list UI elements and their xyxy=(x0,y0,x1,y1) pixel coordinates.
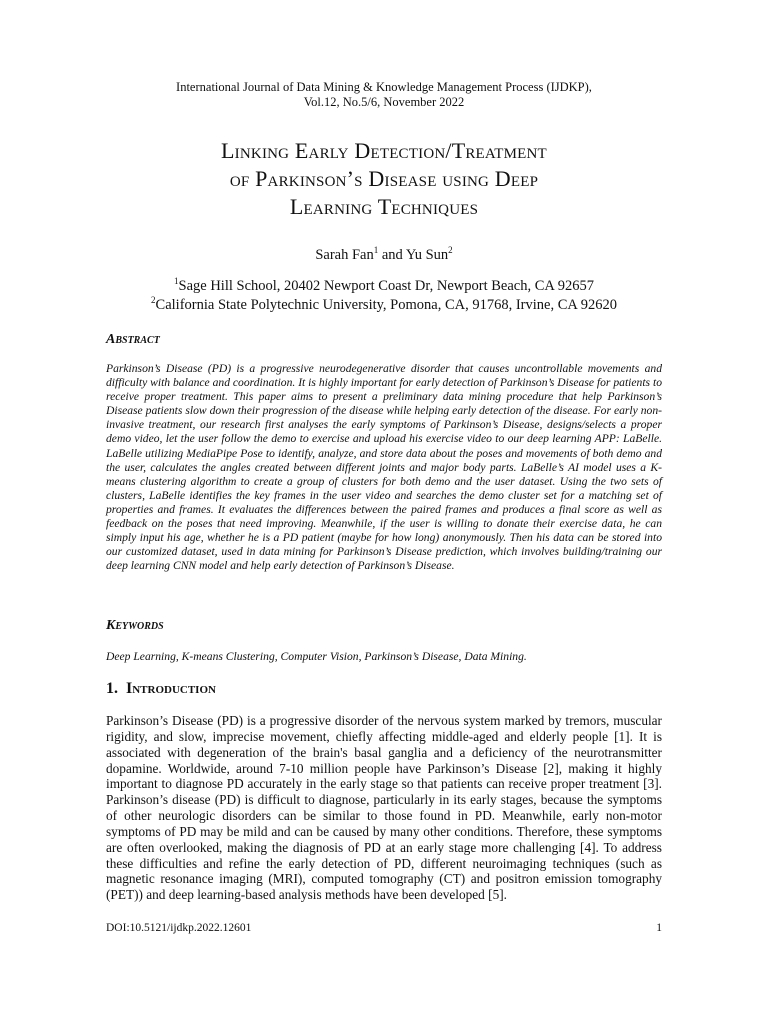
journal-name: International Journal of Data Mining & Knowledge Management Process (IJDKP), xyxy=(176,80,592,94)
author-conjunction: and xyxy=(378,247,406,263)
title-line-1: Linking Early Detection/Treatment xyxy=(221,138,547,163)
introduction-body: Parkinson’s Disease (PD) is a progressive disorder of the nervous system marked by tremors, muscular rigidity, and slow, imprecise movement, chiefly affecting middle-aged and elderly people [1]. It is associated with degeneration of the brain's basal ganglia and a deficiency of the neurotransmitter dopamine. Worldwide, around 7-10 million people have Parkinson’s Disease [2], making it highly important to diagnose PD accurately in the early stage so that patients can receive proper treatment [3]. Parkinson’s disease (PD) is difficult to diagnose, particularly in its early stages, because the symptoms of other neurologic disorders can be similar to those found in PD. Meanwhile, early non-motor symptoms of PD may be mild and can be caused by many other conditions. Therefore, these symptoms are often overlooked, making the diagnosis of PD at an early stage more challenging [4]. To address these difficulties and refine the early detection of PD, different neuroimaging techniques (such as magnetic resonance imaging (MRI), computed tomography (CT) and positron emission tomography (PET)) and deep learning-based analysis methods have been developed [5]. xyxy=(106,713,662,903)
section-number: 1. xyxy=(106,680,118,697)
introduction-heading xyxy=(106,680,216,698)
affiliation-mark: 2 xyxy=(151,295,156,306)
affiliation-text: California State Polytechnic University, Pomona, CA, 91768, Irvine, CA 92620 xyxy=(155,297,617,313)
author-list xyxy=(0,247,768,264)
abstract-heading: Abstract xyxy=(106,332,160,347)
affiliation-text: Sage Hill School, 20402 Newport Coast Dr, Newport Beach, CA 92657 xyxy=(178,278,594,294)
abstract-body: Parkinson’s Disease (PD) is a progressive neurodegenerative disorder that causes uncontrollable movements and difficulty with balance and coordination. It is highly important for early detection of Parkinson’s Disease for patients to receive proper treatment. This paper aims to present a preliminary data mining procedure that help Parkinson’s Disease patients slow down their progression of the disease while helping early detection of the disease. For early non-invasive treatment, our research first analyses the early symptoms of Parkinson’s Disease, designs/selects a proper demo video, let the user follow the demo to exercise and upload his exercise video to our deep learning APP: LaBelle. LaBelle utilizing MediaPipe Pose to identify, analyze, and store data about the poses and movements of both demo and the user, calculates the angles created between different joints and major body parts. LaBelle’s AI model uses a K-means clustering algorithm to create a group of clusters for both demo and the user dataset. Using the two sets of clusters, LaBelle identifies the key frames in the user video and searches the demo cluster set for a matching set of properties and frames. It evaluates the differences between the paired frames and produces a final score as well as feedback on the poses that need improving. Meanwhile, if the user is willing to donate their exercise data, he can simply input his age, whether he is a PD patient (maybe for how long) anonymously. Then his data can be stored into our customized dataset, used in data mining for Parkinson’s Disease prediction, which involves building/training our deep learning CNN model and help early detection of Parkinson’s Disease. xyxy=(106,362,662,573)
title-line-2: of Parkinson’s Disease using Deep xyxy=(229,166,539,191)
title-line-3: Learning Techniques xyxy=(289,194,479,219)
journal-volume: Vol.12, No.5/6, November 2022 xyxy=(303,95,465,109)
journal-header xyxy=(0,80,768,110)
paper-title xyxy=(0,137,768,221)
author-name: Yu Sun xyxy=(405,247,449,263)
affiliation xyxy=(0,277,768,296)
keywords-heading: Keywords xyxy=(106,618,164,633)
section-title: Introduction xyxy=(126,680,216,697)
page-number: 1 xyxy=(656,922,662,934)
affiliation-list xyxy=(0,277,768,315)
author-name: Sarah Fan xyxy=(315,247,374,263)
keywords-body: Deep Learning, K-means Clustering, Computer Vision, Parkinson’s Disease, Data Mining. xyxy=(106,650,527,663)
affiliation xyxy=(0,296,768,315)
affiliation-mark: 1 xyxy=(174,276,179,287)
doi-link[interactable]: DOI:10.5121/ijdkp.2022.12601 xyxy=(106,922,252,934)
author-affiliation-mark: 2 xyxy=(448,245,453,256)
author-affiliation-mark: 1 xyxy=(373,245,379,256)
